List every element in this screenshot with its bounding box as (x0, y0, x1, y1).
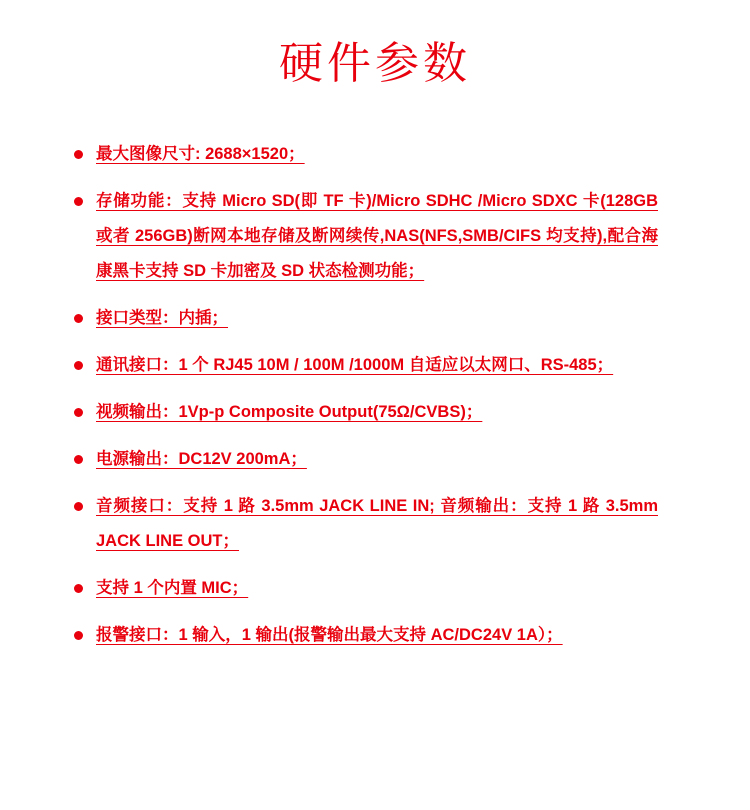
list-item (96, 618, 658, 653)
list-item (96, 301, 658, 336)
list-item (96, 442, 658, 477)
bullet-icon (74, 197, 83, 206)
bullet-icon (74, 408, 83, 417)
list-item (96, 137, 658, 172)
bullet-icon (74, 361, 83, 370)
list-item-text: 音频接口：支持 1 路 3.5mm JACK LINE IN; 音频输出：支持 1 路 3.5mm JACK LINE OUT； (96, 496, 658, 550)
list-item-text: 最大图像尺寸: 2688×1520； (96, 144, 305, 163)
list-item (96, 395, 658, 430)
list-item (96, 184, 658, 289)
list-item-text: 接口类型：内插； (96, 308, 228, 327)
list-item-text: 存储功能：支持 Micro SD(即 TF 卡)/Micro SDHC /Micro SDXC 卡(128GB 或者 256GB)断网本地存储及断网续传,NAS(NFS,SMB/CIFS 均支持),配合海康黑卡支持 SD 卡加密及 SD 状态检测功能； (96, 191, 658, 280)
specification-list (0, 137, 750, 653)
bullet-icon (74, 584, 83, 593)
list-item-text: 通讯接口：1 个 RJ45 10M / 100M /1000M 自适应以太网口、RS-485； (96, 355, 614, 374)
list-item (96, 489, 658, 559)
bullet-icon (74, 455, 83, 464)
bullet-icon (74, 631, 83, 640)
bullet-icon (74, 314, 83, 323)
bullet-icon (74, 502, 83, 511)
list-item-text: 报警接口：1 输入，1 输出(报警输出最大支持 AC/DC24V 1A）； (96, 625, 563, 644)
list-item (96, 348, 658, 383)
bullet-icon (74, 150, 83, 159)
list-item (96, 571, 658, 606)
list-item-text: 电源输出：DC12V 200mA； (96, 449, 307, 468)
list-item-text: 支持 1 个内置 MIC； (96, 578, 249, 597)
page-title: 硬件参数 (279, 39, 471, 88)
list-item-text: 视频输出：1Vp-p Composite Output(75Ω/CVBS)； (96, 402, 483, 421)
